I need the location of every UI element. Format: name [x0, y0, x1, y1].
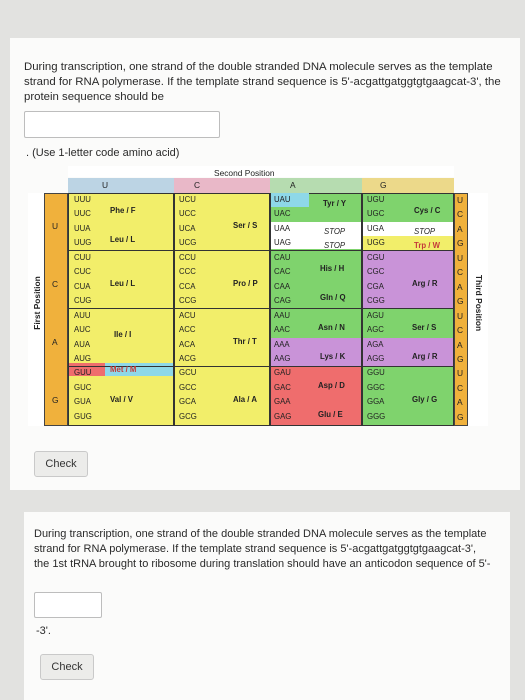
codon-cac: CAC [274, 267, 291, 277]
codon-ugg: UGG [367, 238, 385, 248]
third-letter: A [457, 339, 463, 350]
third-letter: A [457, 223, 463, 234]
codon-cgc: CGC [367, 267, 385, 277]
codon-cgg: CGG [367, 296, 385, 306]
third-letter: U [457, 310, 464, 321]
codon-acg: ACG [179, 353, 196, 363]
first-letter-a: A [52, 337, 58, 347]
third-letter: U [457, 368, 464, 379]
codon-gug: GUG [74, 411, 92, 421]
codon-aaa: AAA [274, 339, 290, 349]
codon-gcg: GCG [179, 411, 197, 421]
codon-cuu: CUU [74, 252, 91, 262]
aa-phe: Phe / F [110, 206, 136, 215]
codon-cug: CUG [74, 296, 92, 306]
third-position-label: Third Position [474, 274, 484, 332]
codon-uaa: UAA [274, 223, 291, 233]
first-position-label: First Position [32, 276, 42, 330]
third-letter: C [457, 267, 464, 278]
aa-stop-3: STOP [414, 227, 436, 236]
codon-caa: CAA [274, 281, 291, 291]
aa-gly: Gly / G [412, 395, 438, 404]
codon-ccg: CCG [179, 296, 197, 306]
codon-acc: ACC [179, 325, 196, 335]
aa-glu: Glu / E [318, 410, 343, 419]
check-button-2[interactable]: Check [40, 654, 94, 680]
codon-gga: GGA [367, 397, 385, 407]
codon-ggg: GGG [367, 411, 386, 421]
aa-asp: Asp / D [318, 381, 345, 390]
codon-auc: AUC [74, 325, 91, 335]
aa-ile: Ile / I [114, 330, 132, 339]
aa-pro: Pro / P [233, 279, 258, 288]
codon-uga: UGA [367, 223, 384, 233]
codon-uau: UAU [274, 195, 291, 204]
codon-cua: CUA [74, 281, 91, 291]
codon-gca: GCA [179, 397, 196, 407]
second-header-g: G [380, 180, 387, 190]
codon-uua: UUA [74, 223, 91, 233]
third-letter: G [457, 411, 464, 422]
codon-ugu: UGU [367, 195, 385, 204]
second-header-u: U [102, 180, 109, 190]
codon-agu: AGU [367, 310, 384, 320]
aa-thr: Thr / T [233, 337, 257, 346]
codon-cau: CAU [274, 252, 291, 262]
codon-gag: GAG [274, 411, 292, 421]
third-letter: A [457, 281, 463, 292]
codon-aca: ACA [179, 339, 196, 349]
codon-gau: GAU [274, 368, 291, 378]
first-letter-c: C [52, 279, 59, 289]
aa-ser-2: Ser / S [412, 323, 437, 332]
codon-uag: UAG [274, 238, 291, 248]
question-1-text: During transcription, one strand of the double stranded DNA molecule serves as the template strand for RNA polymerase. If the template strand sequence is 5'-acgattgatggtgtgaagcat-3', the protein sequence should be [24, 61, 501, 103]
codon-guc: GUC [74, 382, 92, 392]
question-1-note: . (Use 1-letter code amino acid) [26, 147, 180, 159]
third-letter: U [457, 195, 464, 205]
third-letter: U [457, 252, 464, 263]
second-header-a: A [290, 180, 296, 190]
second-position-title: Second Position [214, 168, 275, 178]
codon-aau: AAU [274, 310, 291, 320]
aa-cys: Cys / C [414, 206, 441, 215]
codon-ggu: GGU [367, 368, 385, 378]
third-letter: C [457, 209, 464, 220]
third-letter: G [457, 238, 464, 249]
codon-acu: ACU [179, 310, 196, 320]
codon-agg: AGG [367, 353, 385, 363]
check-button-1[interactable]: Check [34, 451, 88, 477]
codon-cca: CCA [179, 281, 196, 291]
codon-auu: AUU [74, 310, 91, 320]
codon-uuc: UUC [74, 209, 91, 219]
codon-gaa: GAA [274, 397, 291, 407]
aa-stop-1: STOP [324, 227, 346, 236]
third-letter: C [457, 325, 464, 336]
aa-arg-2: Arg / R [412, 352, 438, 361]
codon-uug: UUG [74, 238, 92, 248]
third-letter: A [457, 397, 463, 408]
codon-ucu: UCU [179, 195, 196, 204]
question-2-note: -3'. [36, 625, 51, 637]
answer-input-2[interactable] [34, 592, 102, 618]
codon-aga: AGA [367, 339, 384, 349]
aa-val: Val / V [110, 395, 133, 404]
codon-gcu: GCU [179, 368, 197, 378]
aa-gln: Gln / Q [320, 293, 346, 302]
codon-ggc: GGC [367, 382, 385, 392]
aa-lys: Lys / K [320, 352, 346, 361]
codon-cuc: CUC [74, 267, 91, 277]
third-letter: G [457, 296, 464, 307]
codon-cgu: CGU [367, 252, 385, 262]
codon-uca: UCA [179, 223, 196, 233]
aa-met: Met / M [110, 365, 137, 374]
aa-arg-1: Arg / R [412, 279, 438, 288]
codon-aug: AUG [74, 353, 91, 363]
codon-table [28, 166, 488, 436]
aa-stop-2: STOP [324, 241, 346, 250]
first-letter-g: G [52, 395, 59, 405]
codon-gcc: GCC [179, 382, 197, 392]
codon-gac: GAC [274, 382, 291, 392]
first-letter-u: U [52, 221, 59, 231]
codon-gua: GUA [74, 397, 91, 407]
answer-input-1[interactable] [24, 111, 220, 138]
aa-ser-1: Ser / S [233, 221, 258, 230]
codon-ucg: UCG [179, 238, 197, 248]
aa-leu-2: Leu / L [110, 279, 136, 288]
second-header-c: C [194, 180, 201, 190]
codon-ccc: CCC [179, 267, 196, 277]
third-letter: G [457, 353, 464, 364]
codon-ucc: UCC [179, 209, 196, 219]
aa-asn: Asn / N [318, 323, 345, 332]
codon-cga: CGA [367, 281, 384, 291]
codon-uuu: UUU [74, 195, 91, 204]
codon-guu: GUU [74, 368, 92, 378]
aa-his: His / H [320, 264, 345, 273]
codon-agc: AGC [367, 325, 384, 335]
codon-aag: AAG [274, 353, 291, 363]
codon-uac: UAC [274, 209, 291, 219]
aa-ala: Ala / A [233, 395, 257, 404]
aa-tyr: Tyr / Y [323, 199, 347, 208]
question-2-text: During transcription, one strand of the double stranded DNA molecule serves as the template strand for RNA polymerase. If the template strand sequence is 5'-acgattgatggtgtgaagcat-3', the 1st tRNA brought to ribosome during translation should have an anticodon sequence of 5'- [34, 528, 491, 570]
third-letter: C [457, 382, 464, 393]
aa-trp: Trp / W [414, 241, 440, 250]
codon-cag: CAG [274, 296, 291, 306]
codon-aua: AUA [74, 339, 91, 349]
codon-ccu: CCU [179, 252, 196, 262]
codon-ugc: UGC [367, 209, 385, 219]
codon-aac: AAC [274, 325, 291, 335]
aa-leu-1: Leu / L [110, 235, 136, 244]
